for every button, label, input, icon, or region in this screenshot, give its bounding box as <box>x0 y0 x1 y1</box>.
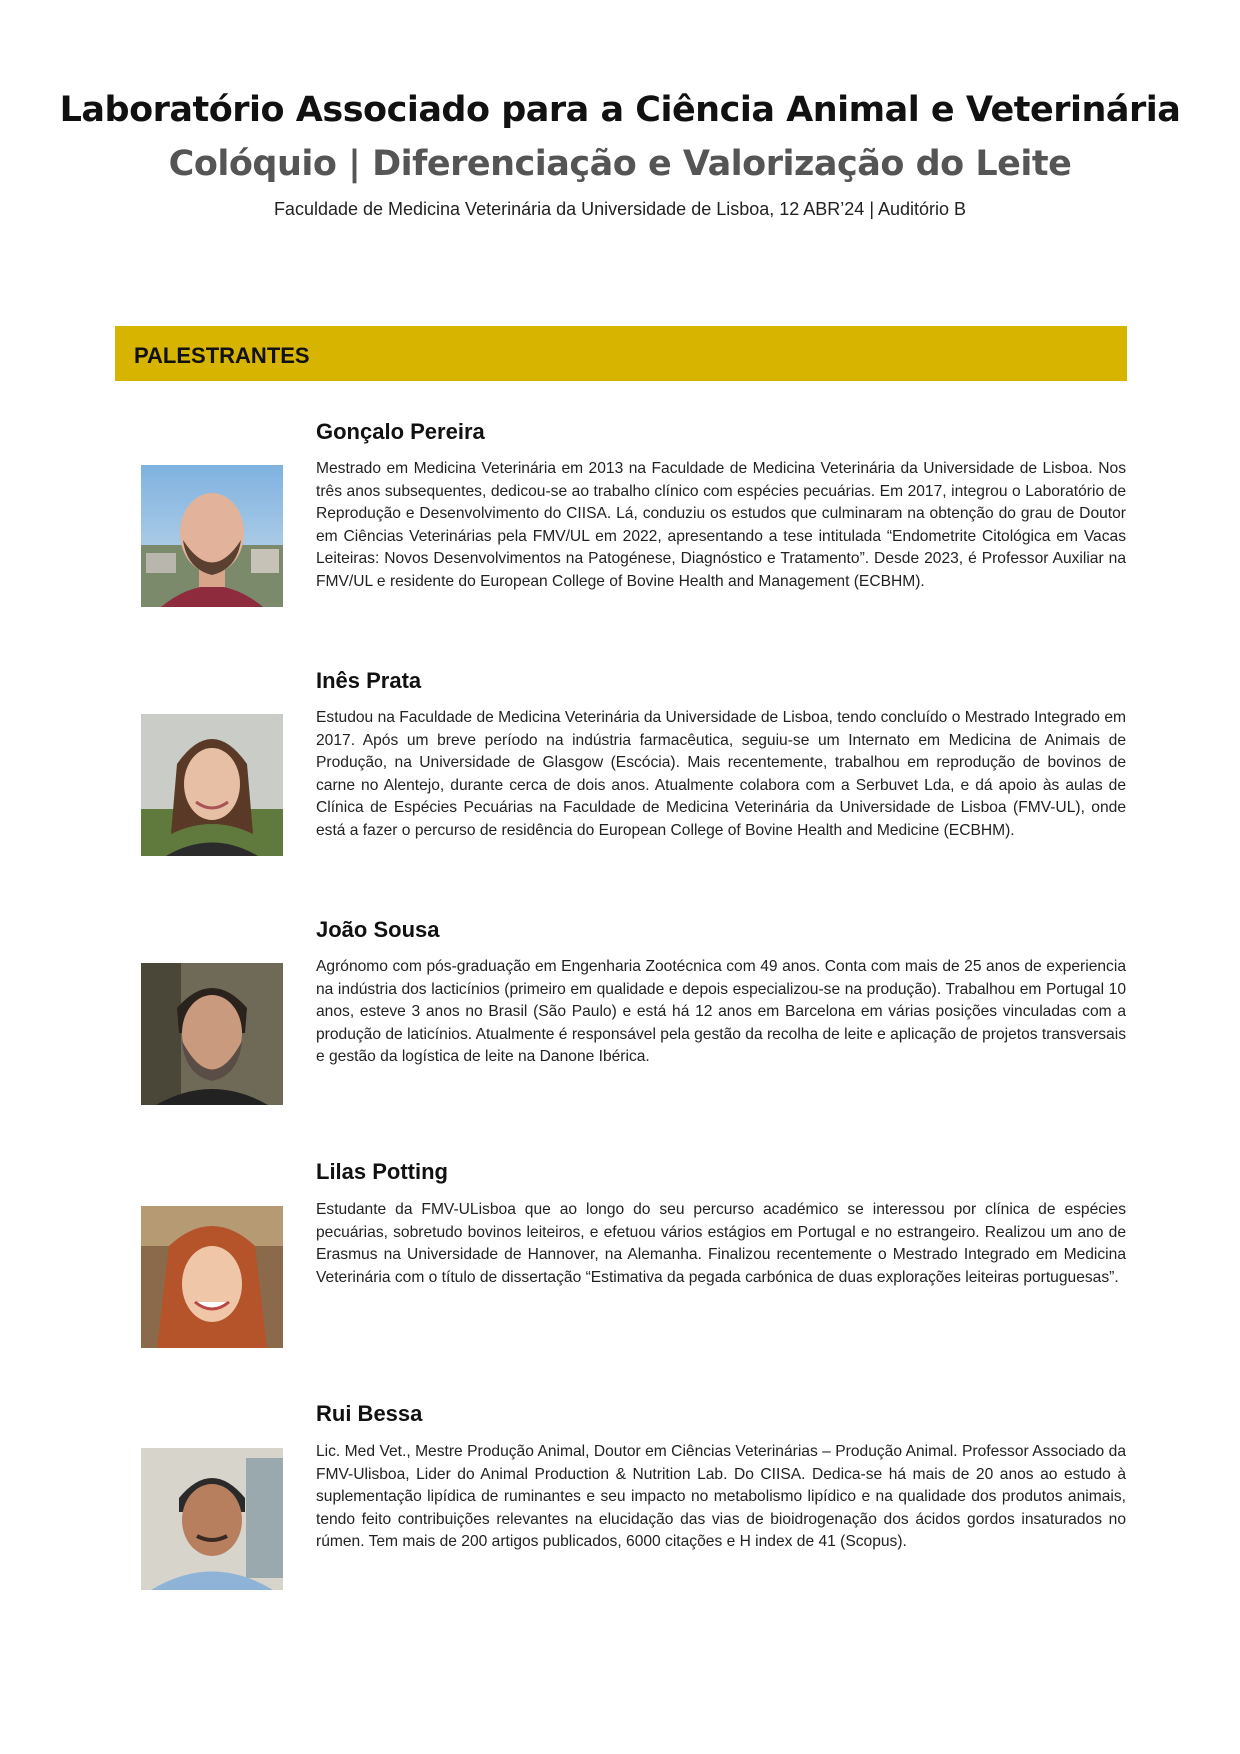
section-bar <box>115 326 1127 381</box>
speaker-photo <box>141 963 283 1105</box>
speaker-bio: Mestrado em Medicina Veterinária em 2013 na Faculdade de Medicina Veterinária da Universidade de Lisboa. Nos três anos subsequentes, dedicou-se ao trabalho clínico com espécies pecuárias. Em 2017, integrou o Laboratório de Reprodução e Desenvolvimento do CIISA. Lá, conduziu os estudos que culminaram na obtenção do grau de Doutor em Ciências Veterinárias pela FMV/UL em 2022, apresentando a tese intitulada “Endometrite Citológica em Vacas Leiteiras: Novos Desenvolvimentos na Patogénese, Diagnóstico e Tratamento”. Desde 2023, é Professor Auxiliar na FMV/UL e residente do European College of Bovine Health and Management (ECBHM). <box>316 460 1126 590</box>
event-info: Faculdade de Medicina Veterinária da Universidade de Lisboa, 12 ABR’24 | Auditório B <box>273 199 967 219</box>
speaker-bio: Estudante da FMV-ULisboa que ao longo do seu percurso académico se interessou por clínica de espécies pecuárias, sobretudo bovinos leiteiros, e efetuou vários estágios em Portugal e no estrangeiro. Realizou um ano de Erasmus na Universidade de Hannover, na Alemanha. Finalizou recentemente o Mestrado Integrado em Medicina Veterinária com o título de dissertação “Estimativa da pegada carbónica de duas explorações leiteiras portuguesas”. <box>316 1201 1126 1286</box>
speaker-name: João Sousa <box>316 917 440 942</box>
speaker-photo <box>141 1448 283 1590</box>
speaker-name: Inês Prata <box>316 668 422 693</box>
document-title: Laboratório Associado para a Ciência Animal e Veterinária <box>59 90 1181 130</box>
speaker-bio: Agrónomo com pós-graduação em Engenharia Zootécnica com 49 anos. Conta com mais de 25 anos de experiencia na indústria dos lacticínios (primeiro em qualidade e depois especializou-se na produção). Trabalhou em Portugal 10 anos, esteve 3 anos no Brasil (São Paulo) e está há 12 anos em Barcelona em várias posições vinculadas com a produção de laticínios. Atualmente é responsável pela gestão da recolha de leite e aplicação de projetos transversais e gestão da logística de leite na Danone Ibérica. <box>316 958 1126 1066</box>
speaker-bio: Lic. Med Vet., Mestre Produção Animal, Doutor em Ciências Veterinárias – Produção Animal. Professor Associado da FMV-Ulisboa, Lider do Animal Production & Nutrition Lab. Do CIISA. Dedica-se há mais de 20 anos ao estudo à suplementação lipídica de ruminantes e seu impacto no metabolismo lipídico e na qualidade dos produtos animais, tendo feito contribuições relevantes na elucidação das vias de bioidrogenação dos ácidos gordos insaturados no rúmen. Tem mais de 200 artigos publicados, 6000 citações e H index de 41 (Scopus). <box>316 1443 1126 1551</box>
speaker-photo <box>141 465 283 607</box>
speaker-name: Lilas Potting <box>316 1159 448 1184</box>
section-label: PALESTRANTES <box>134 342 310 368</box>
colloquium-subtitle: Colóquio | Diferenciação e Valorização do Leite <box>168 144 1072 184</box>
speaker-photo <box>141 1206 283 1348</box>
document-header <box>0 88 1240 220</box>
speaker-photo <box>141 714 283 856</box>
speaker-name: Rui Bessa <box>316 1401 423 1426</box>
speaker-name: Gonçalo Pereira <box>316 419 485 444</box>
speaker-bio: Estudou na Faculdade de Medicina Veterinária da Universidade de Lisboa, tendo concluído o Mestrado Integrado em 2017. Após um breve período na indústria farmacêutica, seguiu-se um Internato em Medicina de Animais de Produção, na Universidade de Glasgow (Escócia). Mais recentemente, trabalhou em reprodução de bovinos de carne no Alentejo, durante cerca de dois anos. Atualmente colabora com a Serbuvet Lda, e dá apoio às aulas de Clínica de Espécies Pecuárias na Faculdade de Medicina Veterinária da Universidade de Lisboa (FMV-UL), onde está a fazer o percurso de residência do European College of Bovine Health and Medicine (ECBHM). <box>316 709 1126 839</box>
